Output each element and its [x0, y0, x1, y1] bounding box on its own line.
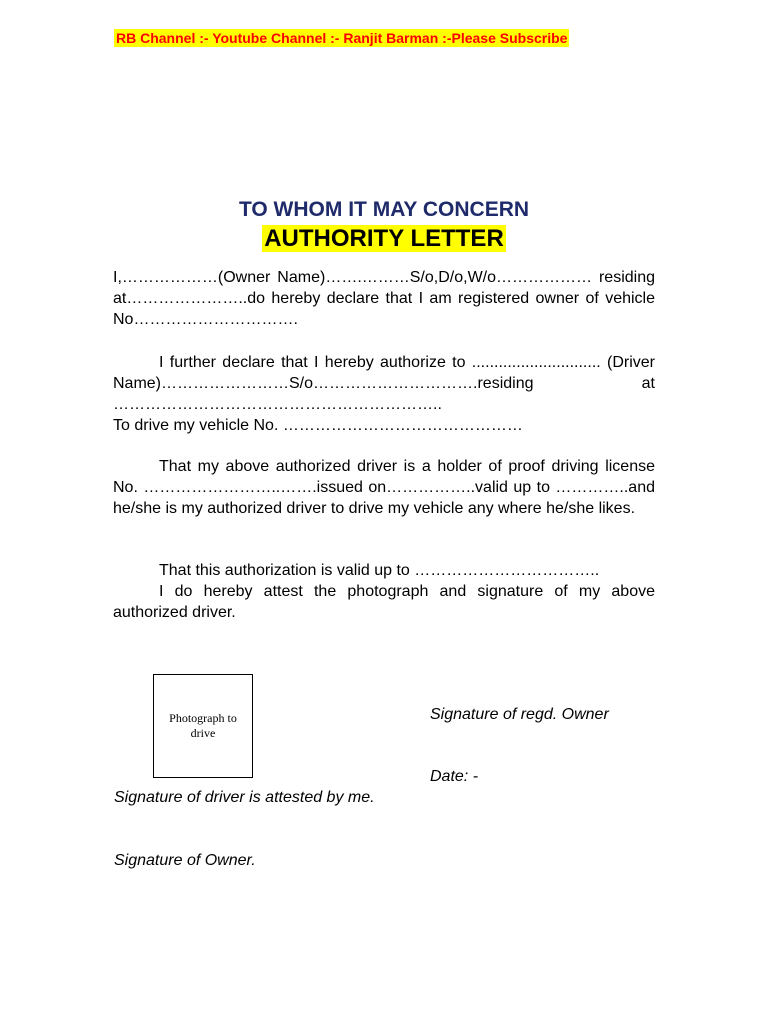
photo-box-label: Photograph to drive — [169, 711, 237, 740]
driver-photo-box — [153, 674, 253, 778]
paragraph-authorize-driver — [113, 352, 655, 436]
paragraph-validity — [113, 560, 655, 623]
paragraph-authorize-text: I further declare that I hereby authorize to ............................. (Driver Name)……………………S/o………………………….residing at …………………………………………………….. — [113, 354, 655, 413]
heading-authority-letter-text: AUTHORITY LETTER — [264, 225, 504, 252]
signature-date: Date: - — [430, 768, 479, 785]
heading-authority-letter — [0, 224, 768, 254]
channel-banner: RB Channel :- Youtube Channel :- Ranjit Barman :-Please Subscribe — [116, 30, 568, 46]
paragraph-owner-text: I,………………(Owner Name)…….………S/o,D/o,W/o……………… residing at…………………..do hereby declare that I am registered owner of vehicle No…………………………. — [113, 269, 655, 328]
paragraph-validity-text: That this authorization is valid up to …………………………….. — [159, 562, 600, 579]
signature-regd-owner: Signature of regd. Owner — [430, 706, 609, 723]
paragraph-license — [113, 456, 655, 519]
signature-owner: Signature of Owner. — [114, 852, 256, 869]
heading-to-whom: TO WHOM IT MAY CONCERN — [238, 198, 530, 221]
paragraph-attest-text: I do hereby attest the photograph and signature of my above authorized driver. — [113, 583, 655, 621]
paragraph-license-text: That my above authorized driver is a holder of proof driving license No. ……………………..…….issued on……………..valid up to …………..and he/she is my authorized driver to drive my vehicle any where he/she likes. — [113, 458, 655, 517]
signature-driver-attested: Signature of driver is attested by me. — [114, 789, 375, 806]
paragraph-owner-declaration — [113, 267, 655, 330]
paragraph-vehicle-text: To drive my vehicle No. ……………………………………… — [113, 417, 523, 434]
